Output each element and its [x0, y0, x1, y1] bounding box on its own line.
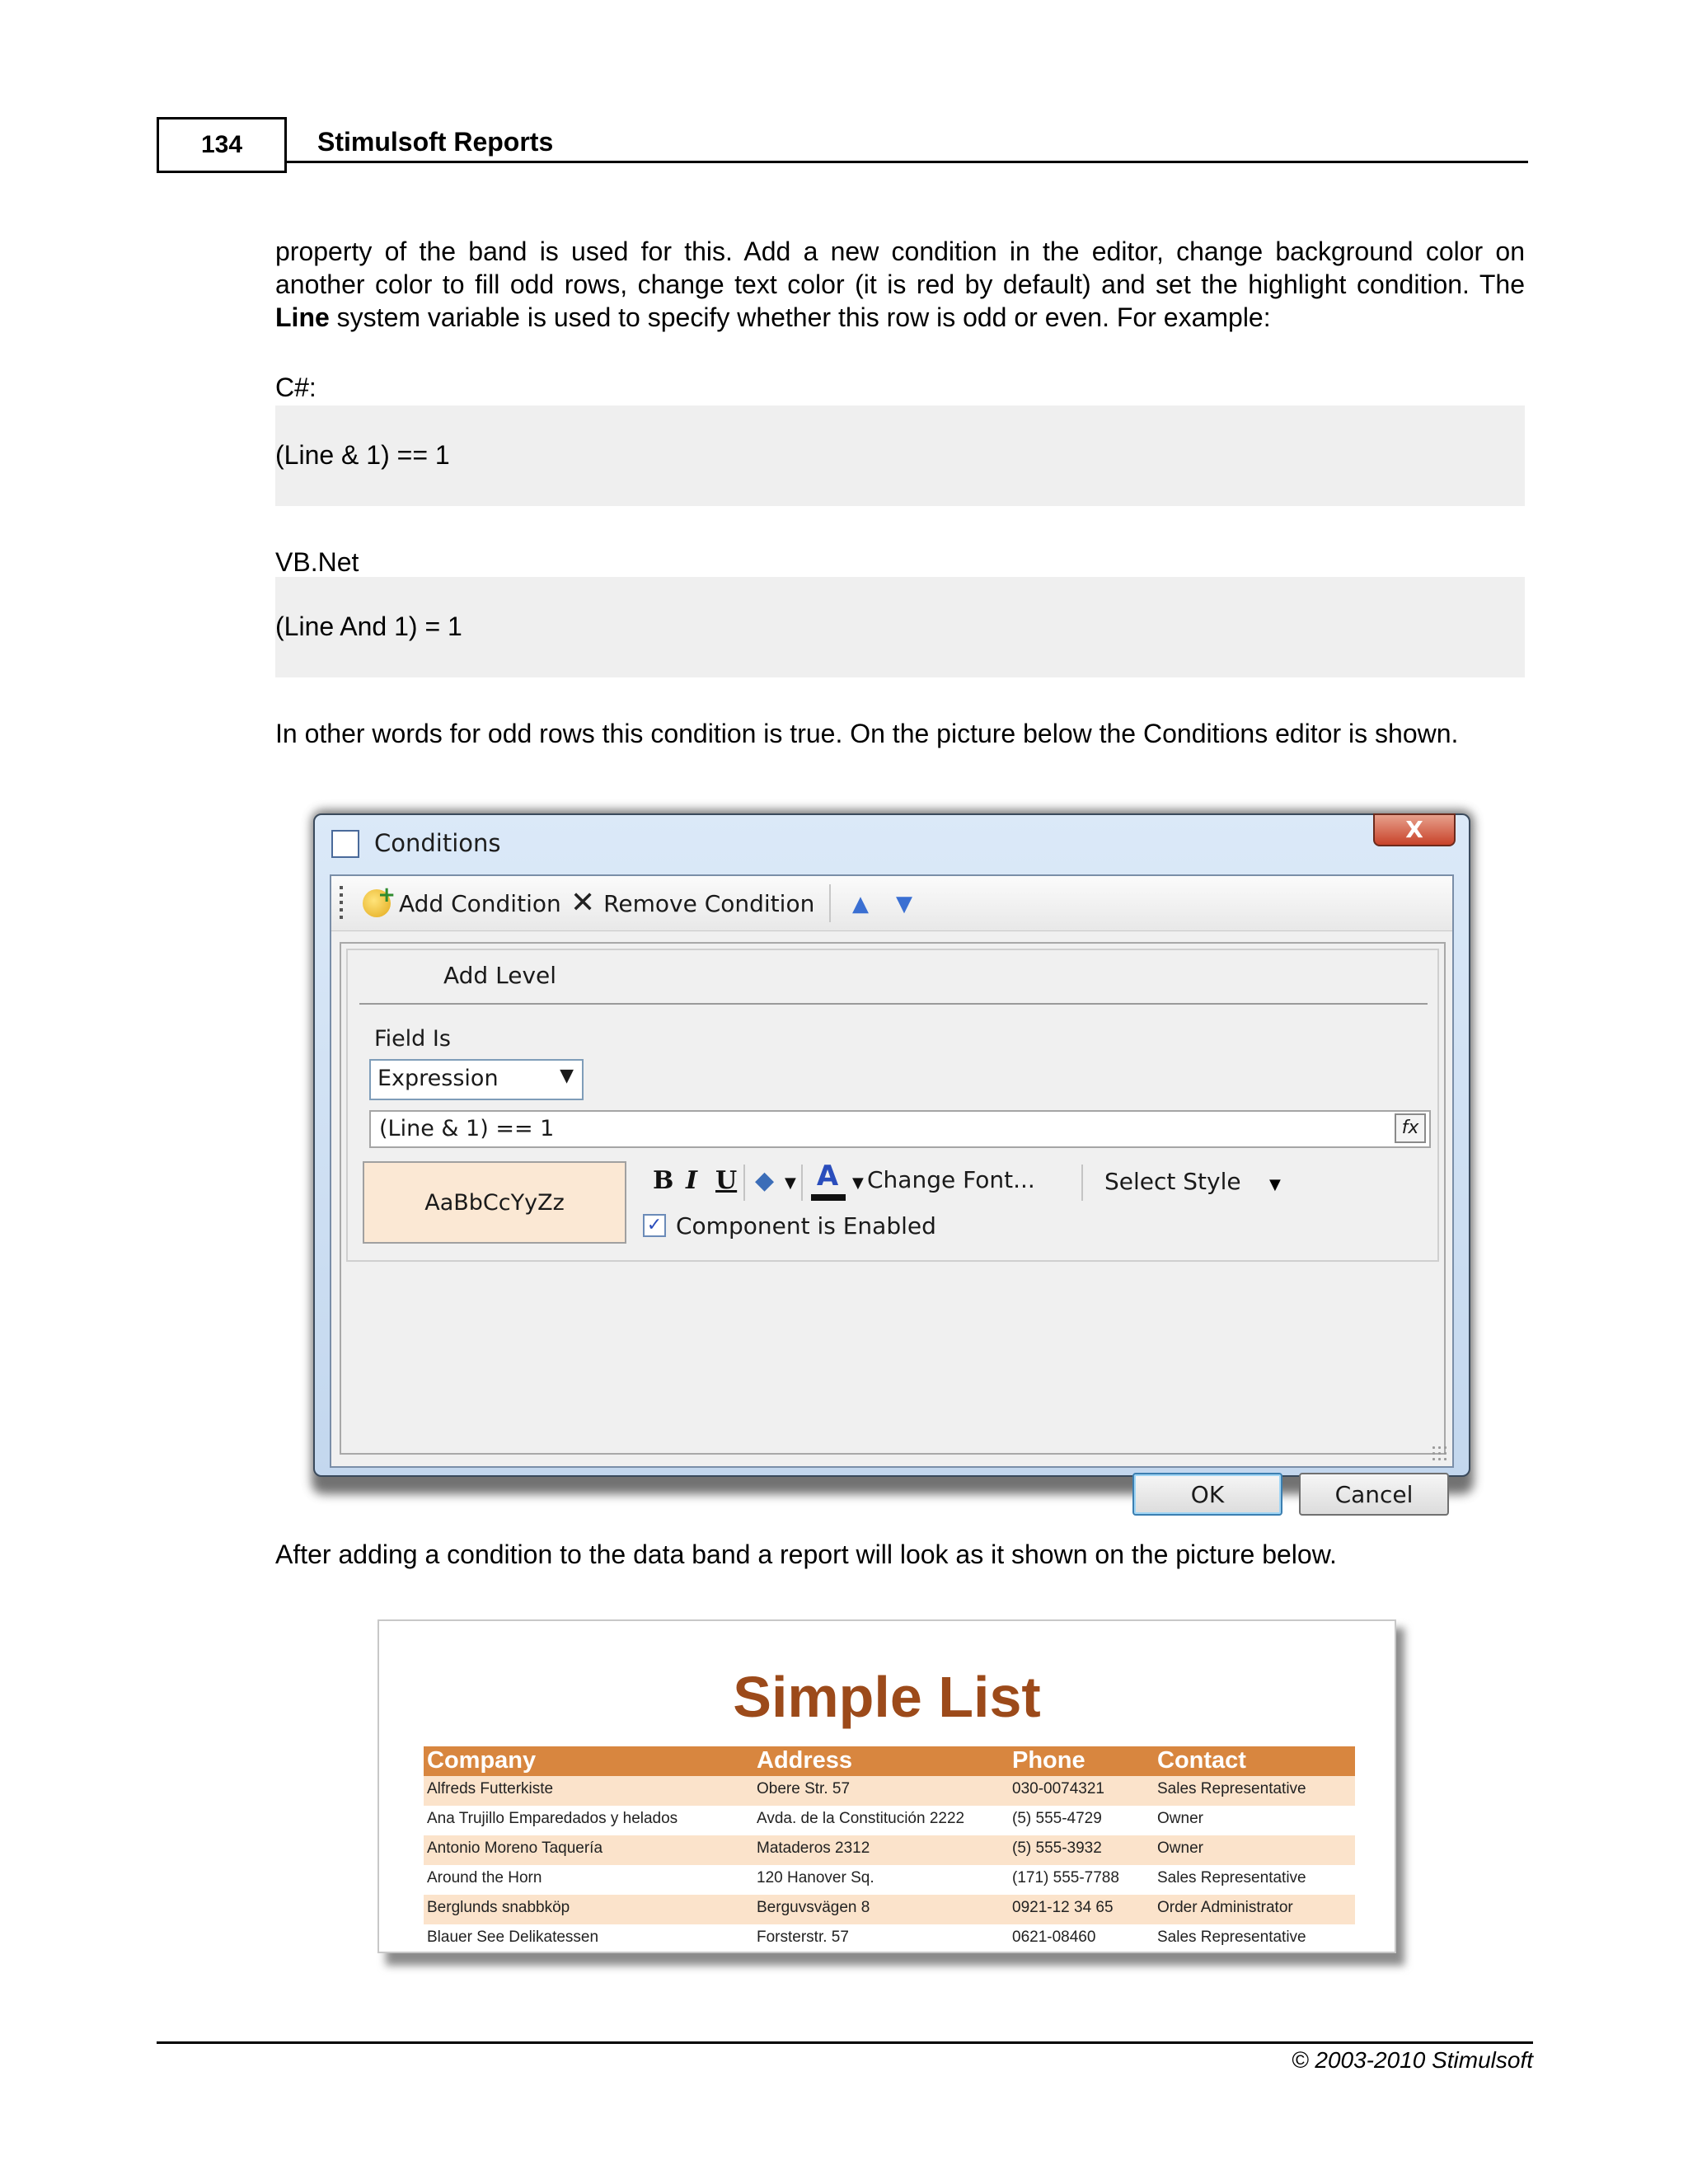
field-is-label: Field Is [374, 1026, 451, 1052]
toolbar-separator [829, 884, 831, 922]
intro-text-start: property of the band is used for this. Add a new condition in the editor, change background color on another color to fill odd rows, change text color (it is red by default) and set the highlight condition. The [275, 237, 1525, 299]
expression-value: (Line & 1) == 1 [379, 1116, 555, 1141]
component-enabled-checkbox[interactable]: ✓ [643, 1214, 666, 1237]
table-cell: (5) 555-4729 [1012, 1810, 1102, 1827]
header-rule [287, 161, 1528, 163]
table-cell: Owner [1157, 1810, 1203, 1827]
bold-button[interactable]: B [653, 1166, 674, 1195]
table-cell: Sales Representative [1157, 1780, 1306, 1797]
conditions-dialog-screenshot [312, 810, 1474, 1508]
table-row [424, 1865, 1355, 1895]
format-separator [801, 1165, 803, 1201]
conditions-toolbar [331, 876, 1452, 931]
table-cell: 0921-12 34 65 [1012, 1899, 1114, 1916]
page-header-title: Stimulsoft Reports [317, 127, 554, 157]
table-cell: Sales Representative [1157, 1929, 1306, 1946]
table-row [424, 1806, 1355, 1835]
table-cell: (5) 555-3932 [1012, 1840, 1102, 1857]
table-cell: 0621-08460 [1012, 1929, 1096, 1946]
vbnet-code: (Line And 1) = 1 [275, 612, 462, 641]
remove-condition-label: Remove Condition [603, 889, 815, 917]
conditions-panel [340, 942, 1446, 1455]
csharp-code-block [275, 405, 1525, 506]
fill-color-icon[interactable]: ◆ [755, 1166, 775, 1195]
condition-divider [359, 1003, 1428, 1005]
report-page [377, 1619, 1396, 1953]
vbnet-label: VB.Net [275, 547, 359, 577]
report-table-header [424, 1746, 1355, 1776]
chevron-down-icon: ▼ [560, 1066, 574, 1086]
report-paragraph: After adding a condition to the data band a report will look as it shown on the picture below. [275, 1540, 1337, 1569]
table-cell: Order Administrator [1157, 1899, 1293, 1916]
line-variable-name: Line [275, 302, 330, 332]
font-color-dropdown-icon[interactable]: ▼ [852, 1174, 864, 1192]
table-cell: Owner [1157, 1840, 1203, 1857]
fill-color-dropdown-icon[interactable]: ▼ [785, 1174, 796, 1192]
table-cell: Blauer See Delikatessen [427, 1929, 599, 1946]
footer-rule [157, 2041, 1533, 2044]
table-cell: Forsterstr. 57 [757, 1929, 849, 1946]
intro-text-end: system variable is used to specify whether this row is odd or even. For example: [329, 302, 1271, 332]
change-font-button[interactable]: Change Font... [867, 1166, 1035, 1193]
italic-button[interactable]: I [686, 1166, 698, 1195]
table-cell: Obere Str. 57 [757, 1780, 851, 1797]
function-editor-button[interactable]: fx [1395, 1113, 1426, 1143]
table-cell: Antonio Moreno Taquería [427, 1840, 603, 1857]
remove-condition-button[interactable] [570, 888, 814, 919]
table-row [424, 1895, 1355, 1924]
underline-button[interactable]: U [715, 1166, 738, 1195]
table-cell: Alfreds Futterkiste [427, 1780, 554, 1797]
table-cell: Avda. de la Constitución 2222 [757, 1810, 965, 1827]
column-header: Phone [1012, 1747, 1085, 1774]
add-condition-button[interactable] [363, 888, 561, 919]
add-level-button[interactable]: Add Level [443, 962, 557, 989]
csharp-code: (Line & 1) == 1 [275, 440, 450, 470]
arrow-down-icon[interactable]: ▼ [896, 892, 912, 916]
report-screenshot [377, 1619, 1403, 1957]
dialog-client-area [330, 874, 1454, 1508]
component-enabled-label: Component is Enabled [676, 1212, 936, 1240]
vbnet-code-block [275, 577, 1525, 677]
dialog-title: Conditions [374, 829, 501, 857]
footer-copyright: © 2003-2010 Stimulsoft [1291, 2047, 1533, 2073]
close-button[interactable]: X [1373, 813, 1456, 846]
table-row [424, 1924, 1355, 1954]
page-number: 134 [157, 117, 287, 173]
intro-paragraph [275, 235, 1525, 334]
format-separator [743, 1165, 745, 1201]
table-cell: Sales Representative [1157, 1869, 1306, 1886]
resize-grip[interactable] [1431, 1445, 1447, 1461]
table-cell: 120 Hanover Sq. [757, 1869, 874, 1886]
font-color-swatch [811, 1194, 846, 1201]
conditions-dialog [313, 813, 1470, 1508]
condition-editor [346, 949, 1439, 1262]
table-cell: Berglunds snabbköp [427, 1899, 570, 1916]
ok-button[interactable]: OK [1132, 1473, 1282, 1516]
report-title: Simple List [733, 1665, 1041, 1729]
column-header: Contact [1157, 1747, 1246, 1774]
select-style-button[interactable]: Select Style [1104, 1168, 1241, 1195]
add-condition-label: Add Condition [399, 889, 561, 917]
table-row [424, 1776, 1355, 1806]
table-row [424, 1835, 1355, 1865]
table-cell: Berguvsvägen 8 [757, 1899, 870, 1916]
column-header: Company [427, 1747, 537, 1774]
select-style-dropdown-icon[interactable]: ▼ [1269, 1176, 1281, 1193]
conditions-editor-paragraph: In other words for odd rows this condition is true. On the picture below the Conditions editor is shown. [275, 719, 1459, 748]
arrow-up-icon[interactable]: ▲ [852, 892, 869, 916]
field-is-value: Expression [377, 1066, 499, 1091]
add-condition-icon [363, 889, 391, 917]
table-cell: Around the Horn [427, 1869, 542, 1886]
table-cell: Ana Trujillo Emparedados y helados [427, 1810, 678, 1827]
report-table [424, 1746, 1355, 1954]
table-cell: (171) 555-7788 [1012, 1869, 1119, 1886]
csharp-label: C#: [275, 373, 316, 402]
remove-icon: ✕ [570, 886, 596, 920]
cancel-button[interactable]: Cancel [1299, 1473, 1449, 1516]
font-color-button[interactable]: A [816, 1160, 839, 1193]
expression-input[interactable] [369, 1110, 1431, 1148]
dialog-titlebar[interactable] [315, 815, 1469, 866]
field-is-select[interactable] [369, 1059, 584, 1100]
format-separator [1081, 1165, 1083, 1201]
toolbar-grip[interactable] [340, 886, 343, 921]
conditions-app-icon [331, 830, 359, 858]
table-cell: Mataderos 2312 [757, 1840, 870, 1857]
table-cell: 030-0074321 [1012, 1780, 1104, 1797]
column-header: Address [757, 1747, 853, 1774]
style-preview: AaBbCcYyZz [363, 1161, 626, 1244]
